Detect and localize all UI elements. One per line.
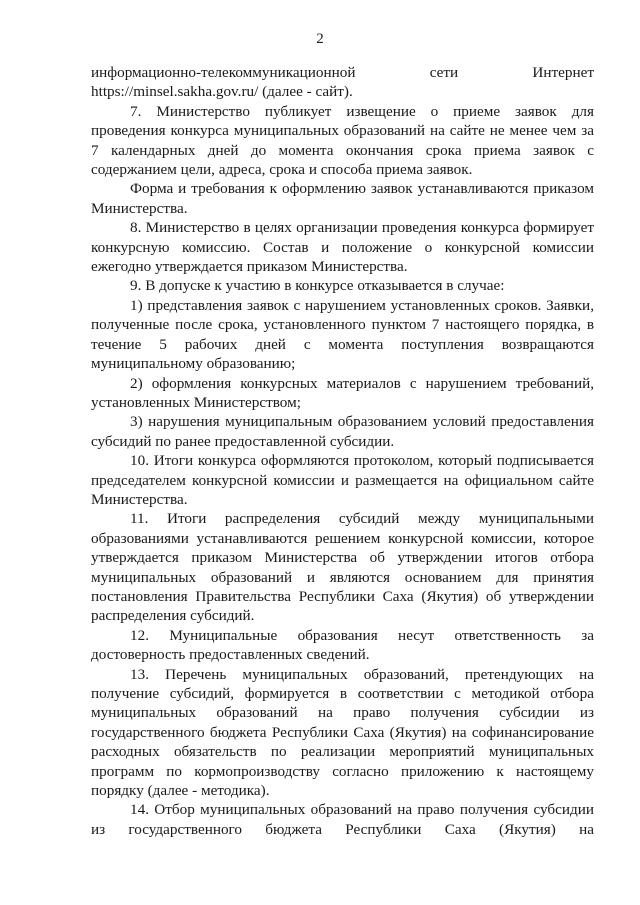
paragraph-application-form: Форма и требования к оформлению заявок устанавливаются приказом Министерства.: [91, 180, 594, 217]
list-item-9-2: 2) оформления конкурсных материалов с нарушением требований, установленных Министерством;: [91, 374, 594, 411]
paragraph-site-continuation: информационно-телекоммуникационной сети Интернет https://minsel.sakha.gov.ru/ (далее - сайт).: [91, 64, 594, 101]
paragraph-12: 12. Муниципальные образования несут ответственность за достоверность предоставленных сведений.: [91, 626, 594, 664]
paragraph-9: 9. В допуске к участию в конкурсе отказывается в случае:: [130, 277, 505, 295]
document-body: [91, 63, 594, 839]
list-item-9-3: 3) нарушения муниципальным образованием условий предоставления субсидий по ранее предоставленной субсидии.: [91, 413, 594, 450]
paragraph-7: 7. Министерство публикует извещение о приеме заявок для проведения конкурса муниципальных образований на сайте не менее чем за 7 календарных дней до момента окончания срока приема заявок с содержанием цели, адреса, срока и способа приема заявок.: [91, 102, 594, 179]
list-item-9-1: 1) представления заявок с нарушением установленных сроков. Заявки, полученные после срока, установленного пунктом 7 настоящего порядка, в течение 5 рабочих дней с момента поступления возвращаются муниципальному образованию;: [91, 296, 594, 373]
page-number: 2: [316, 31, 324, 47]
paragraph-11: 11. Итоги распределения субсидий между муниципальными образованиями устанавливаются решением конкурсной комиссии, которое утверждается приказом Министерства об утверждении итогов отбора муниципальных образований и являются основанием для принятия постановления Правительства Республики Саха (Якутия) об утверждении распределения субсидий.: [91, 510, 594, 625]
paragraph-14: 14. Отбор муниципальных образований на право получения субсидии из государственного бюджета Республики Саха (Якутия) на: [91, 801, 594, 838]
paragraph-13: 13. Перечень муниципальных образований, претендующих на получение субсидий, формируется в соответствии с методикой отбора муниципальных образований на право получения субсидии из государственного бюджета Республики Саха (Якутия) на софинансирование расходных обязательств по реализации мероприятий муниципальных программ по кормопроизводству согласно приложению к настоящему порядку (далее - методика).: [91, 665, 594, 800]
paragraph-8: 8. Министерство в целях организации проведения конкурса формирует конкурсную комиссию. Состав и положение о конкурсной комиссии ежегодно утверждается приказом Министерства.: [91, 219, 594, 276]
paragraph-10: 10. Итоги конкурса оформляются протоколом, который подписывается председателем конкурсной комиссии и размещается на официальном сайте Министерства.: [91, 452, 594, 508]
